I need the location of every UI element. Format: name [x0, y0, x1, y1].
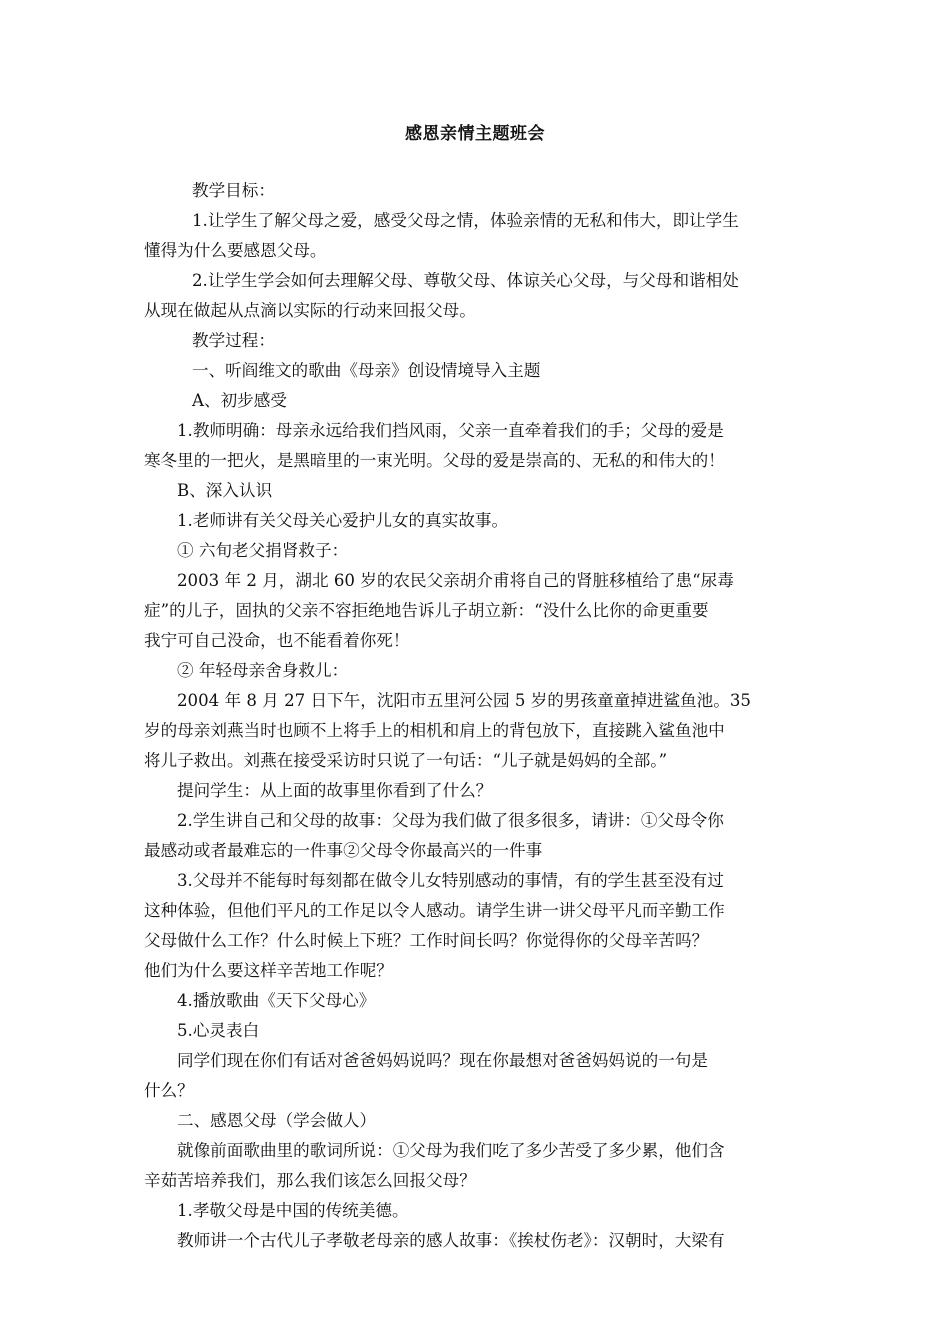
- text-line: 懂得为什么要感恩父母。: [144, 241, 327, 260]
- text-line: 教师讲一个古代儿子孝敬老母亲的感人故事：《挨杖伤老》：汉朝时，大梁有: [177, 1231, 725, 1250]
- text-line: 二、感恩父母（学会做人）: [177, 1111, 377, 1130]
- text-line: 父母做什么工作？什么时候上下班？工作时间长吗？你觉得你的父母辛苦吗？: [144, 931, 709, 950]
- text-line: A、初步感受: [192, 391, 287, 410]
- text-line: 2004 年 8 月 27 日下午，沈阳市五里河公园 5 岁的男孩童童掉进鲨鱼池。35: [177, 691, 751, 710]
- text-line: 4.播放歌曲《天下父母心》: [177, 991, 376, 1010]
- text-line: 一、听阎维文的歌曲《母亲》创设情境导入主题: [192, 361, 541, 380]
- text-line: 岁的母亲刘燕当时也顾不上将手上的相机和肩上的背包放下，直接跳入鲨鱼池中: [144, 721, 725, 740]
- text-line: 就像前面歌曲里的歌词所说：①父母为我们吃了多少苦受了多少累，他们含: [177, 1141, 725, 1160]
- text-line: 同学们现在你们有话对爸爸妈妈说吗？现在你最想对爸爸妈妈说的一句是: [177, 1051, 708, 1070]
- text-line: B、深入认识: [177, 481, 273, 500]
- text-line: 3.父母并不能每时每刻都在做令儿女特别感动的事情，有的学生甚至没有过: [177, 871, 724, 890]
- text-line: 寒冬里的一把火，是黑暗里的一束光明。父母的爱是崇高的、无私的和伟大的！: [144, 451, 725, 470]
- text-line: 2.学生讲自己和父母的故事：父母为我们做了很多很多，请讲：①父母令你: [177, 811, 724, 830]
- text-line: 教学过程：: [192, 331, 275, 350]
- text-line: 我宁可自己没命，也不能看着你死！: [144, 631, 410, 650]
- text-line: 1.老师讲有关父母关心爱护儿女的真实故事。: [177, 511, 509, 530]
- text-line: 辛茹苦培养我们，那么我们该怎么回报父母？: [144, 1171, 476, 1190]
- page-title: 感恩亲情主题班会: [405, 124, 545, 144]
- text-line: 教学目标：: [192, 181, 275, 200]
- text-line: 5.心灵表白: [177, 1021, 260, 1040]
- text-line: 1.孝敬父母是中国的传统美德。: [177, 1201, 409, 1220]
- text-line: 症”的儿子，固执的父亲不容拒绝地告诉儿子胡立新：“没什么比你的命更重要: [144, 601, 709, 620]
- text-line: 2.让学生学会如何去理解父母、尊敬父母、体谅关心父母，与父母和谐相处: [192, 271, 739, 290]
- text-line: 提问学生：从上面的故事里你看到了什么？: [177, 781, 493, 800]
- text-line: ② 年轻母亲舍身救儿：: [177, 661, 349, 680]
- text-line: 最感动或者最难忘的一件事②父母令你最高兴的一件事: [144, 841, 543, 860]
- text-line: 从现在做起从点滴以实际的行动来回报父母。: [144, 301, 476, 320]
- text-line: 这种体验，但他们平凡的工作足以令人感动。请学生讲一讲父母平凡而辛勤工作: [144, 901, 725, 920]
- text-line: 2003 年 2 月，湖北 60 岁的农民父亲胡介甫将自己的肾脏移植给了患“尿毒: [177, 571, 734, 590]
- text-line: 1.让学生了解父母之爱，感受父母之情，体验亲情的无私和伟大，即让学生: [192, 211, 739, 230]
- document-body: [144, 176, 808, 1256]
- text-line: 将儿子救出。刘燕在接受采访时只说了一句话：“儿子就是妈妈的全部。”: [144, 751, 668, 770]
- text-line: 什么？: [144, 1081, 194, 1100]
- text-line: ① 六旬老父捐肾救子：: [177, 541, 349, 560]
- text-line: 他们为什么要这样辛苦地工作呢？: [144, 961, 393, 980]
- text-line: 1.教师明确：母亲永远给我们挡风雨，父亲一直牵着我们的手；父母的爱是: [177, 421, 724, 440]
